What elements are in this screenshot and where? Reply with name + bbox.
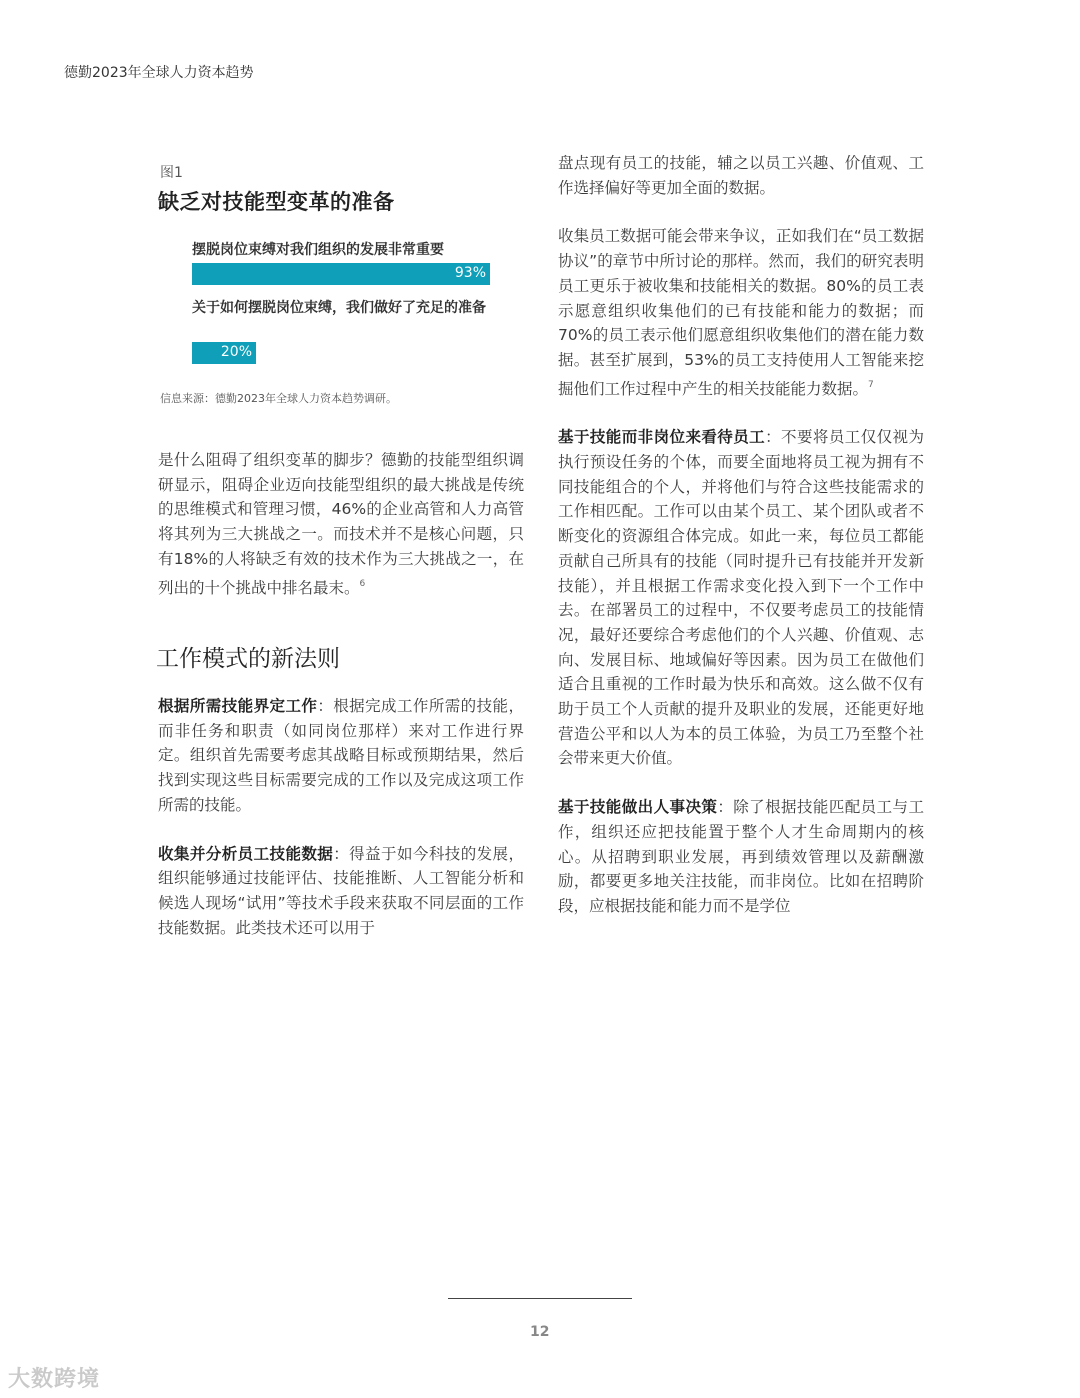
page-number: 12	[530, 1324, 550, 1340]
running-header: 德勤2023年全球人力资本趋势	[64, 65, 254, 81]
left-body	[158, 694, 524, 964]
section-title: 工作模式的新法则	[156, 646, 340, 672]
paragraph-view-by-skills: 基于技能而非岗位来看待员工：不要将员工仅仅视为执行预设任务的个体，而要全面地将员工视为拥有不同技能组合的个人，并将他们与符合这些技能需求的工作相匹配。工作可以由某个员工、某个团队或者不断变化的资源组合体完成。如此一来，每位员工都能贡献自己所具有的技能（同时提升已有技能并开发新技能），并且根据工作需求变化投入到下一个工作中去。在部署员工的过程中，不仅要考虑员工的技能情况，最好还要综合考虑他们的个人兴趣、价值观、志向、发展目标、地域偏好等因素。因为员工在做他们适合且重视的工作时最为快乐和高效。这么做不仅有助于员工个人贡献的提升及职业的发展，还能更好地营造公平和以人为本的员工体验，为员工乃至整个社会带来更大价值。	[558, 428, 924, 768]
bar-1	[192, 263, 490, 285]
figure-source: 信息来源：德勤2023年全球人力资本趋势调研。	[160, 392, 397, 405]
figure-label: 图1	[160, 165, 183, 181]
watermark-logo: 大数跨境	[8, 1367, 101, 1392]
footnote-ref: 7	[868, 379, 874, 390]
bar-value-1: 93%	[454, 265, 486, 281]
paragraph-define-work: 根据所需技能界定工作：根据完成工作所需的技能，而非任务和职责（如同岗位那样）来对工作进行界定。组织首先需要考虑其战略目标或预期结果，然后找到实现这些目标需要完成的工作以及完成这项工作所需的技能。	[158, 697, 524, 814]
bar-value-2: 20%	[220, 344, 252, 360]
paragraph-people-decisions: 基于技能做出人事决策：除了根据技能匹配员工与工作，组织还应把技能置于整个人才生命周期内的核心。从招聘到职业发展，再到绩效管理以及薪酬激励，都要更多地关注技能，而非岗位。比如在招聘阶段，应根据技能和能力而不是学位	[558, 798, 924, 915]
right-body	[558, 151, 924, 943]
paragraph-collect-data: 收集并分析员工技能数据：得益于如今科技的发展，组织能够通过技能评估、技能推断、人工智能分析和候选人现场“试用”等技术手段来获取不同层面的工作技能数据。此类技术还可以用于	[158, 844, 524, 937]
paragraph-data-agreement: 收集员工数据可能会带来争议，正如我们在“员工数据协议”的章节中所讨论的那样。然而，我们的研究表明员工更乐于被收集和技能相关的数据。80%的员工表示愿意组织收集他们的已有技能和能力的数据；而70%的员工表示他们愿意组织收集他们的潜在能力数据。甚至扩展到，53%的员工支持使用人工智能来挖掘他们工作过程中产生的相关技能能力数据。$^7$	[558, 227, 924, 398]
left-intro-paragraph: 是什么阻碍了组织变革的脚步？德勤的技能型组织调研显示，阻碍企业迈向技能型组织的最大挑战是传统的思维模式和管理习惯，46%的企业高管和人力高管将其列为三大挑战之一。而技术并不是核心问题，只有18%的人将缺乏有效的技术作为三大挑战之一，在列出的十个挑战中排名最末。$^6$	[158, 451, 524, 597]
bar-2	[192, 342, 256, 364]
footer-divider	[448, 1298, 632, 1299]
paragraph-inventory: 盘点现有员工的技能，辅之以员工兴趣、价值观、工作选择偏好等更加全面的数据。	[558, 154, 924, 197]
footnote-ref: 6	[359, 578, 366, 589]
bar-label-1: 摆脱岗位束缚对我们组织的发展非常重要	[192, 242, 444, 258]
figure-title: 缺乏对技能型变革的准备	[158, 190, 395, 214]
bar-label-2: 关于如何摆脱岗位束缚，我们做好了充足的准备	[192, 300, 486, 316]
